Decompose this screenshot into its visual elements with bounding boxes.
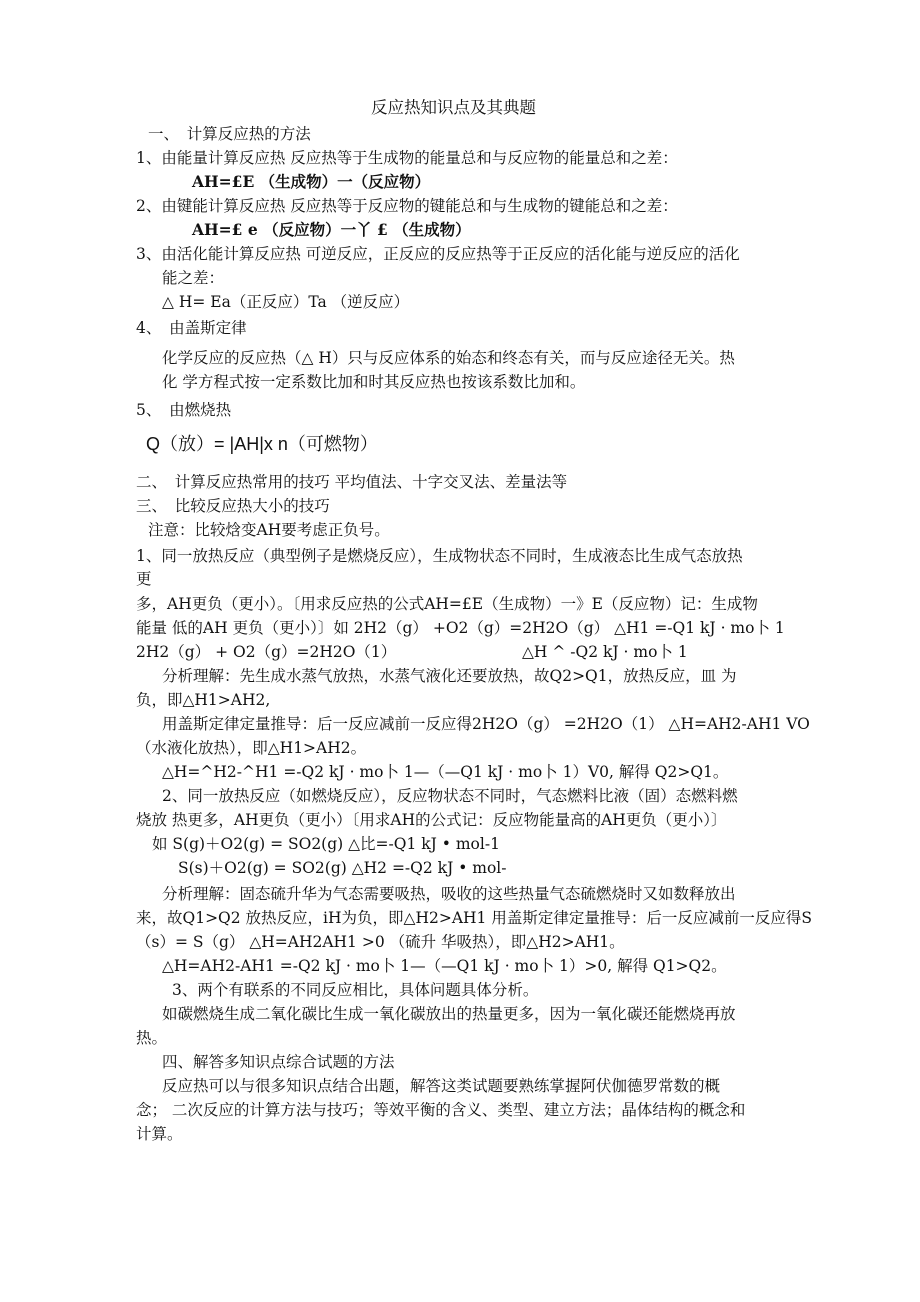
text-line: △H=AH2-AH1 =-Q2 kJ · mo卜 1—（—Q1 kJ · mo卜 1）>0, 解得 Q1>Q2。 bbox=[162, 957, 727, 975]
text-line: 更 bbox=[136, 570, 152, 588]
section-heading-2: 二、 计算反应热常用的技巧 平均值法、十字交叉法、差量法等 bbox=[136, 473, 568, 491]
text-line: 3、两个有联系的不同反应相比，具体问题具体分析。 bbox=[172, 981, 539, 999]
text-line: 5、 由燃烧热 bbox=[136, 401, 232, 419]
formula-line: △ H= Ea（正反应）Ta （逆反应） bbox=[162, 293, 410, 311]
text-line: 念； 二次反应的计算方法与技巧；等效平衡的含义、类型、建立方法；晶体结构的概念和 bbox=[136, 1101, 746, 1119]
text-line: △H=^H2-^H1 =-Q2 kJ · mo卜 1—（—Q1 kJ · mo卜 1）V0, 解得 Q2>Q1。 bbox=[162, 763, 729, 781]
text-line: 能之差： bbox=[162, 269, 225, 287]
text-line: 4、 由盖斯定律 bbox=[136, 319, 247, 337]
text-line: 3、由活化能计算反应热 可逆反应，正反应的反应热等于正反应的活化能与逆反应的活化 bbox=[136, 245, 740, 263]
formula-line: AH=£ e （反应物）一丫 £ （生成物） bbox=[192, 220, 471, 239]
text-line: （水液化放热），即△H1>AH2。 bbox=[136, 739, 367, 757]
section-heading-3: 三、 比较反应热大小的技巧 bbox=[136, 497, 330, 515]
text-line: 化学反应的反应热（△ H）只与反应体系的始态和终态有关，而与反应途径无关。热 bbox=[162, 349, 735, 367]
text-line: 1、由能量计算反应热 反应热等于生成物的能量总和与反应物的能量总和之差： bbox=[136, 149, 678, 167]
section-heading-1: 一、 计算反应热的方法 bbox=[148, 125, 311, 143]
text-line: 注意：比较焓变AH要考虑正负号。 bbox=[148, 521, 390, 539]
text-line: 2、同一放热反应（如燃烧反应），反应物状态不同时，气态燃料比液（固）态燃料燃 bbox=[162, 787, 738, 805]
text-line: 2、由键能计算反应热 反应热等于反应物的键能总和与生成物的键能总和之差： bbox=[136, 197, 678, 215]
text-line: 用盖斯定律定量推导：后一反应减前一反应得2H2O（g） =2H2O（1） △H=AH2-AH1 VO bbox=[162, 715, 810, 733]
text-line: 1、同一放热反应（典型例子是燃烧反应），生成物状态不同时，生成液态比生成气态放热 bbox=[136, 547, 743, 565]
text-line: 计算。 bbox=[136, 1125, 183, 1143]
text-line: 分析理解：固态硫升华为气态需要吸热，吸收的这些热量气态硫燃烧时又如数释放出 bbox=[162, 885, 736, 903]
text-line: 热。 bbox=[136, 1029, 168, 1047]
text-line: 烧放 热更多，AH更负（更小）〔用求AH的公式记：反应物能量高的AH更负（更小）〕 bbox=[136, 811, 727, 829]
text-line: 能量 低的AH 更负（更小）〕如 2H2（g） +O2（g）=2H2O（g） △H1 =-Q1 kJ · mo卜 1 bbox=[136, 619, 785, 637]
equation-line: 如 S(g)＋O2(g) = SO2(g) △比=-Q1 kJ • mol-1 bbox=[152, 835, 500, 853]
formula-line: Q（放）= |AH|x n（可燃物） bbox=[146, 434, 378, 454]
section-heading-4: 四、解答多知识点综合试题的方法 bbox=[162, 1053, 395, 1071]
text-line: 分析理解：先生成水蒸气放热，水蒸气液化还要放热，故Q2>Q1，放热反应，皿 为 bbox=[162, 667, 737, 685]
text-line: 多，AH更负（更小）。〔用求反应热的公式AH=£E（生成物）一》E（反应物）记：生成物 bbox=[136, 595, 758, 613]
text-line: 来，故Q1>Q2 放热反应，iH为负，即△H2>AH1 用盖斯定律定量推导：后一反应减前一反应得S bbox=[136, 909, 812, 927]
text-line: 负，即△H1>AH2, bbox=[136, 691, 271, 709]
text-line: 化 学方程式按一定系数比加和时其反应热也按该系数比加和。 bbox=[162, 373, 586, 391]
doc-title: 反应热知识点及其典题 bbox=[371, 98, 536, 117]
text-line: 反应热可以与很多知识点结合出题，解答这类试题要熟练掌握阿伏伽德罗常数的概 bbox=[162, 1077, 721, 1095]
text-line: 如碳燃烧生成二氧化碳比生成一氧化碳放出的热量更多，因为一氧化碳还能燃烧再放 bbox=[162, 1005, 736, 1023]
formula-line: AH=£E （生成物）一（反应物） bbox=[192, 172, 431, 191]
text-line: 2H2（g） + O2（g）=2H2O（1） bbox=[136, 643, 397, 661]
text-line: △H ^ -Q2 kJ · mo卜 1 bbox=[522, 643, 688, 661]
text-line: （s）= S（g） △H=AH2AH1 >0 （硫升 华吸热），即△H2>AH1。 bbox=[136, 933, 625, 951]
equation-line: S(s)＋O2(g) = SO2(g) △H2 =-Q2 kJ • mol- bbox=[178, 859, 507, 877]
